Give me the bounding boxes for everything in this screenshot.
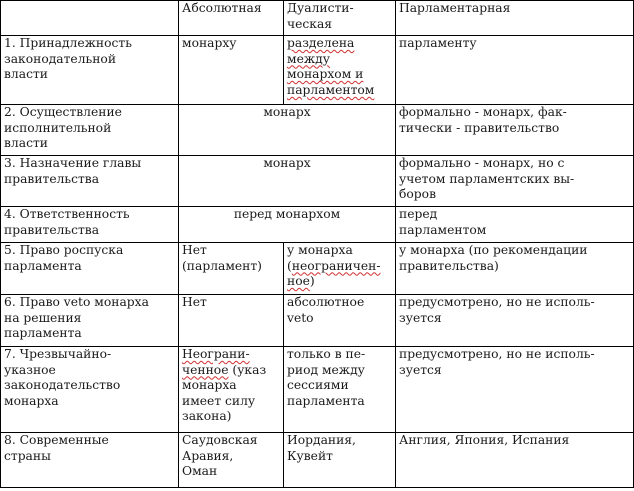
parliamentary-cell: Англия, Япония, Испания: [396, 433, 634, 488]
parliamentary-cell: парламенту: [396, 36, 634, 105]
absolute-cell: Саудовская Аравия, Оман: [179, 433, 284, 488]
dualistic-cell: Иордания, Кувейт: [284, 433, 396, 488]
dualistic-cell: только в пе- риод между сессиями парламента: [284, 347, 396, 433]
dualistic-text: разделена между монархом и парламентом: [287, 36, 375, 97]
parliamentary-cell: предусмотрено, но не исполь- зуется: [396, 347, 634, 433]
parliamentary-cell: перед парламентом: [396, 207, 634, 243]
parliamentary-cell: предусмотрено, но не исполь- зуется: [396, 295, 634, 347]
table-row: [1, 243, 634, 295]
table-row: [1, 156, 634, 207]
dualistic-cell: [284, 36, 396, 105]
dualistic-cell: [284, 243, 396, 295]
absolute-text: (указ монарха имеет силу закона): [182, 362, 267, 424]
header-absolute: Абсолютная: [179, 1, 284, 36]
absolute-cell: Нет: [179, 295, 284, 347]
merged-cell: монарх: [179, 156, 396, 207]
absolute-cell: монарху: [179, 36, 284, 105]
absolute-cell: [179, 347, 284, 433]
criterion-cell: 3. Назначение главы правительства: [1, 156, 179, 207]
table-row: [1, 105, 634, 156]
criterion-cell: 6. Право veto монарха на решения парламента: [1, 295, 179, 347]
dualistic-text: у монарха (: [287, 243, 353, 273]
header-parliamentary: Парламентарная: [396, 1, 634, 36]
criterion-cell: 4. Ответственность правительства: [1, 207, 179, 243]
parliamentary-cell: у монарха (по рекомендации правительства): [396, 243, 634, 295]
header-dualistic: Дуалисти- ческая: [284, 1, 396, 36]
merged-cell: перед монархом: [179, 207, 396, 243]
dualistic-text-marked: неограничен- ное: [287, 258, 381, 289]
criterion-cell: 2. Осуществление исполнительной власти: [1, 105, 179, 156]
table-row: [1, 347, 634, 433]
parliamentary-cell: формально - монарх, но с учетом парламентских вы- боров: [396, 156, 634, 207]
criterion-cell: 8. Современные страны: [1, 433, 179, 488]
absolute-cell: Нет (парламент): [179, 243, 284, 295]
header-row: [1, 1, 634, 36]
table-row: [1, 433, 634, 488]
dualistic-text: ): [309, 274, 315, 289]
table-row: [1, 207, 634, 243]
criterion-cell: 7. Чрезвычайно- указное законодательство монарха: [1, 347, 179, 433]
criterion-cell: 1. Принадлежность законодательной власти: [1, 36, 179, 105]
table-row: [1, 295, 634, 347]
criterion-cell: 5. Право роспуска парламента: [1, 243, 179, 295]
dualistic-cell: абсолютное veto: [284, 295, 396, 347]
absolute-text-marked: Неограни- ченное: [182, 347, 250, 377]
merged-cell: монарх: [179, 105, 396, 156]
parliamentary-cell: формально - монарх, фак- тически - правительство: [396, 105, 634, 156]
table-row: [1, 36, 634, 105]
header-criterion-cell: [1, 1, 179, 36]
